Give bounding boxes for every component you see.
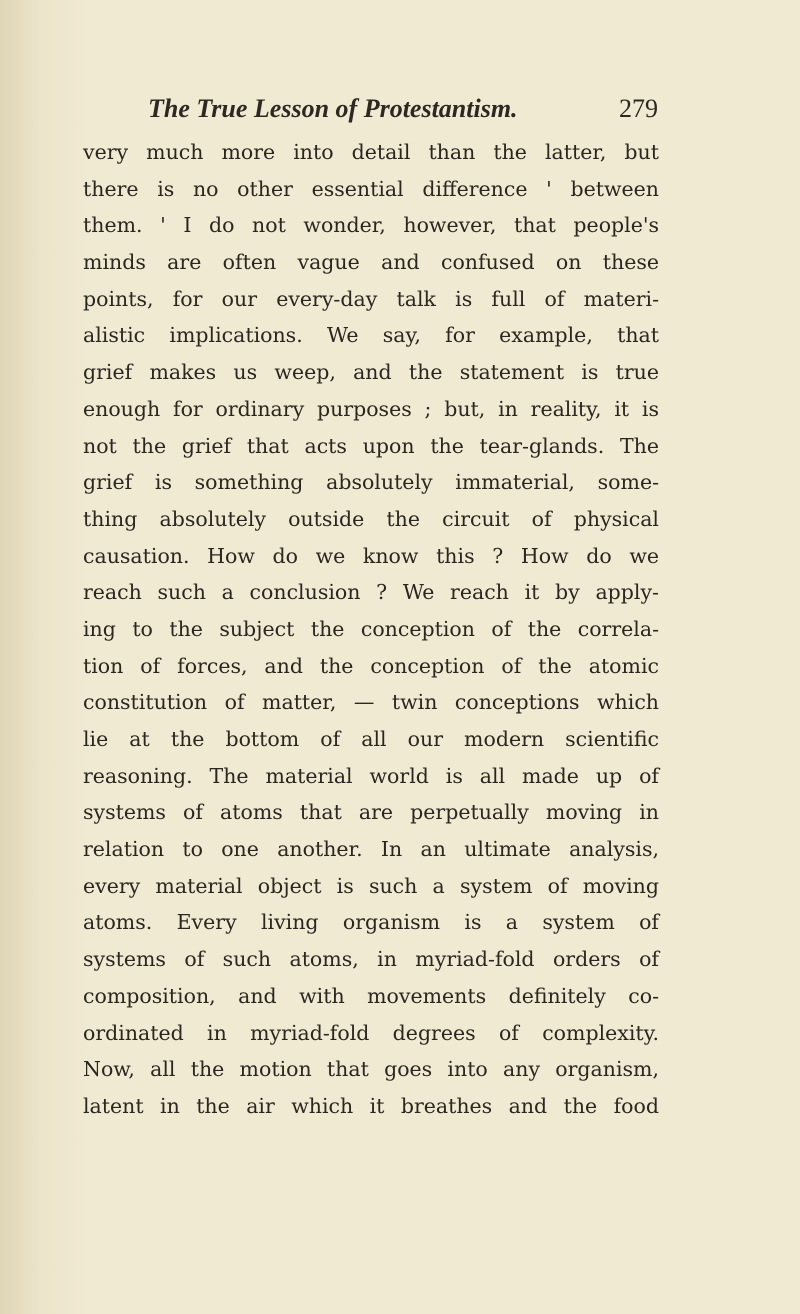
text-line: constitution of matter, — twin conceptions which bbox=[83, 690, 659, 715]
text-line: Now, all the motion that goes into any organism, bbox=[83, 1057, 659, 1082]
text-line: reach such a conclusion ? We reach it by apply- bbox=[83, 580, 659, 605]
text-line: ordinated in myriad-fold degrees of complexity. bbox=[83, 1020, 659, 1045]
text-line: them. ' I do not wonder, however, that people's bbox=[83, 213, 659, 238]
text-line: atoms. Every living organism is a system of bbox=[83, 910, 659, 935]
text-line: every material object is such a system of moving bbox=[83, 873, 659, 898]
text-line: relation to one another. In an ultimate analysis, bbox=[83, 837, 659, 862]
text-line: systems of atoms that are perpetually moving in bbox=[83, 800, 659, 825]
text-line: thing absolutely outside the circuit of physical bbox=[83, 506, 659, 531]
text-line: systems of such atoms, in myriad-fold orders of bbox=[83, 947, 659, 972]
text-line: very much more into detail than the latter, but bbox=[83, 140, 659, 164]
text-line: not the grief that acts upon the tear-glands. The bbox=[83, 433, 659, 458]
body-text bbox=[83, 134, 659, 1125]
text-line: tion of forces, and the conception of the atomic bbox=[83, 653, 659, 678]
text-line: reasoning. The material world is all made up of bbox=[83, 763, 659, 788]
text-line: lie at the bottom of all our modern scientific bbox=[83, 727, 659, 751]
text-line: there is no other essential difference ' between bbox=[83, 176, 659, 201]
text-line: composition, and with movements definitely co- bbox=[83, 983, 659, 1008]
text-line: grief is something absolutely immaterial, some- bbox=[83, 470, 659, 495]
running-title: The True Lesson of Protestantism. bbox=[148, 94, 518, 123]
text-line: minds are often vague and confused on these bbox=[83, 250, 659, 275]
text-line: alistic implications. We say, for example, that bbox=[83, 323, 659, 348]
text-line: latent in the air which it breathes and the food bbox=[83, 1093, 659, 1118]
page-number: 279 bbox=[619, 94, 658, 123]
text-line: grief makes us weep, and the statement is true bbox=[83, 360, 659, 385]
text-line: points, for our every-day talk is full of materi- bbox=[83, 286, 659, 311]
text-line: enough for ordinary purposes ; but, in reality, it is bbox=[83, 396, 659, 421]
text-line: ing to the subject the conception of the correla- bbox=[83, 616, 659, 641]
running-header bbox=[148, 94, 658, 128]
text-line: causation. How do we know this ? How do we bbox=[83, 543, 659, 568]
